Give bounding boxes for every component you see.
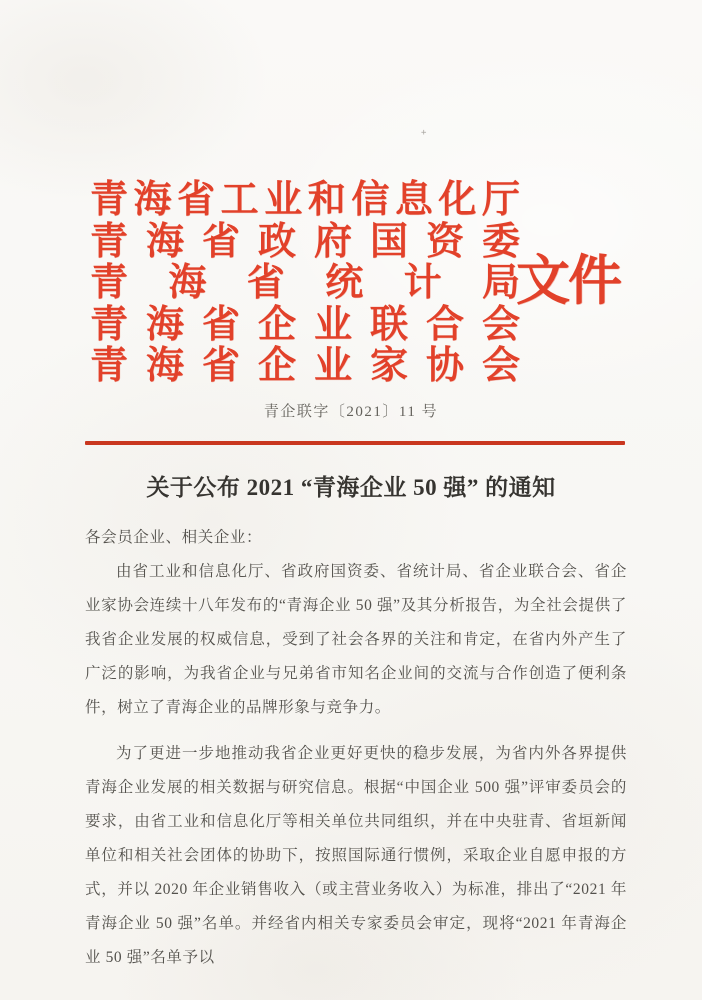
letterhead: [90, 180, 622, 388]
agency-name-2: 青海省政府国资委: [90, 220, 520, 263]
document-reference-number: 青企联字〔2021〕11 号: [263, 404, 439, 420]
agency-name-5: 青海省企业家协会: [90, 345, 520, 387]
body-paragraph-1: 由省工业和信息化厅、省政府国资委、省统计局、省企业联合会、省企业家协会连续十八年发布的“青海企业 50 强”及其分析报告，为全社会提供了我省企业发展的权威信息，受到了社会各界的关注和肯定，在省内外产生了广泛的影响，为我省企业与兄弟省市知名企业间的交流与合作创造了便利条件，树立了青海企业的品牌形象与竞争力。: [85, 563, 627, 716]
document-type-label: 文件: [516, 250, 620, 311]
document-body: [85, 521, 627, 975]
document-title: 关于公布 2021 “青海企业 50 强” 的通知: [146, 475, 556, 500]
scan-registration-mark: +: [421, 128, 427, 138]
red-separator-rule: [85, 441, 625, 445]
issuing-agencies-list: [90, 180, 520, 388]
salutation: 各会员企业、相关企业：: [85, 529, 263, 546]
agency-name-3: 青海省统计局: [90, 262, 520, 304]
body-paragraph-2: 为了更进一步地推动我省企业更好更快的稳步发展，为省内外各界提供青海企业发展的相关数据与研究信息。根据“中国企业 500 强”评审委员会的要求，由省工业和信息化厅等相关单位共同组织，并在中央驻青、省垣新闻单位和相关社会团体的协助下，按照国际通行惯例，采取企业自愿申报的方式，并以 2020 年企业销售收入（或主营业务收入）为标准，排出了“2021 年青海企业 50 强”名单。并经省内相关专家委员会审定，现将“2021 年青海企业 50 强”名单予以: [85, 745, 627, 966]
agency-name-4: 青海省企业联合会: [90, 303, 520, 346]
agency-name-1: 青海省工业和信息化厅: [90, 179, 520, 221]
